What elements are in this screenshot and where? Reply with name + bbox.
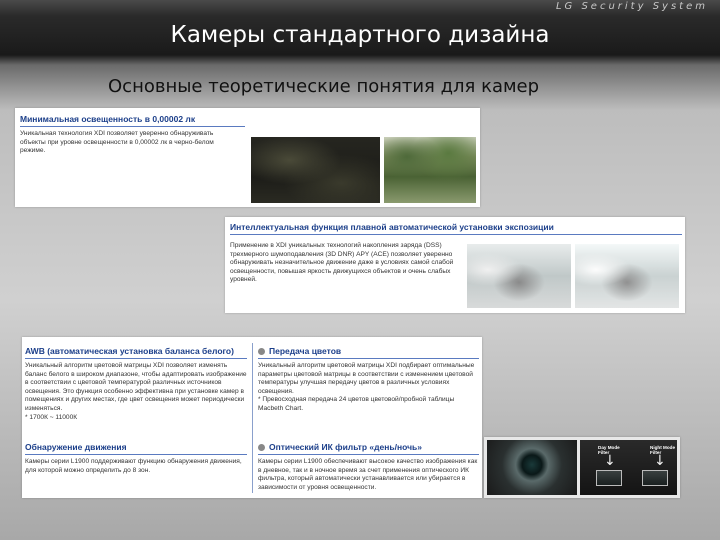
brand-logo-text: LG Security System <box>555 1 708 12</box>
header-divider <box>258 454 479 455</box>
day-scene-photo <box>384 137 476 203</box>
night-scene-photo <box>251 137 380 203</box>
panel-awb-header: AWB (автоматическая установка баланса белого) <box>25 346 234 356</box>
night-filter-box <box>642 470 668 486</box>
panel-ir-images <box>484 437 680 498</box>
header-divider <box>25 454 247 455</box>
sensor-photo <box>487 440 577 495</box>
header-divider <box>25 358 247 359</box>
panel-exposure-body: Применение в XDI уникальных технологий накопления заряда (DSS) трехмерного шумоподавления (3D DNR) APY (ACE) позволяет уверенно обнаруживать незначительное движение даже в условиях самой слабой освещенности, повышая яркость движущихся объектов и очень слабых уровней. <box>230 242 454 284</box>
panel-awb-note: * 1700К ~ 11000К <box>25 413 78 421</box>
slide-title: Камеры стандартного дизайна <box>170 22 550 48</box>
panel-min-light-header: Минимальная освещенность в 0,00002 лк <box>20 114 196 124</box>
panel-ir-header: Оптический ИК фильтр «день/ночь» <box>258 442 479 452</box>
panel-color-header: Передача цветов <box>258 346 479 356</box>
header-divider <box>230 234 682 235</box>
panel-min-light <box>15 108 480 207</box>
header-divider <box>20 126 245 127</box>
panel-color-note: * Превосходная передача 24 цветов цветовой/пробной таблицы Macbeth Chart. <box>258 396 455 412</box>
arrow-down-icon: ↓ <box>654 453 666 469</box>
panel-exposure <box>225 217 685 313</box>
panel-motion-body: Камеры серии L1900 поддерживают функцию обнаружения движения, для которой можно определить до 8 зон. <box>25 458 242 474</box>
lab-photo-left <box>467 244 571 308</box>
panel-features-grid <box>22 337 482 498</box>
day-filter-label: Day Mode Filter <box>598 445 620 455</box>
panel-exposure-header: Интеллектуальная функция плавной автоматической установки экспозиции <box>230 222 554 232</box>
arrow-down-icon: ↓ <box>604 453 616 469</box>
day-filter-box <box>596 470 622 486</box>
filter-mechanism-photo <box>580 440 677 495</box>
bullet-icon <box>258 348 265 355</box>
night-filter-label: Night Mode Filter <box>650 445 676 455</box>
panel-color-body: Уникальный алгоритм цветовой матрицы XDI подбирает оптимальные параметры цветовой матрицы в соответствии с изменением цветовой температуры улучшая передачу цветов в различных условиях освещения. <box>258 362 475 395</box>
column-divider <box>252 343 253 493</box>
panel-ir-body: Камеры серии L1900 обеспечивают высокое качество изображения как в дневное, так и в ночное время за счет применения оптического ИК фильтра, который автоматически устанавливается или убирается в зависимости от уровня освещенности. <box>258 458 478 491</box>
panel-min-light-body: Уникальная технология XDI позволяет уверенно обнаруживать объекты при уровне освещенности в 0,00002 лк в черно-белом режиме. <box>20 130 214 155</box>
bullet-icon <box>258 444 265 451</box>
panel-awb-body: Уникальный алгоритм цветовой матрицы XDI позволяет изменять баланс белого в широком диапазоне, чтобы адаптировать изображение в соответствии с цветовой температурой различных источников освещения. Это функция особенно эффективна при установке камер в помещениях и других местах, где цвет освещения может периодически изменяться. <box>25 362 247 412</box>
panel-motion-header: Обнаружение движения <box>25 442 127 452</box>
slide-subtitle: Основные теоретические понятия для камер <box>108 76 540 97</box>
lab-photo-right <box>575 244 679 308</box>
header-divider <box>258 358 479 359</box>
